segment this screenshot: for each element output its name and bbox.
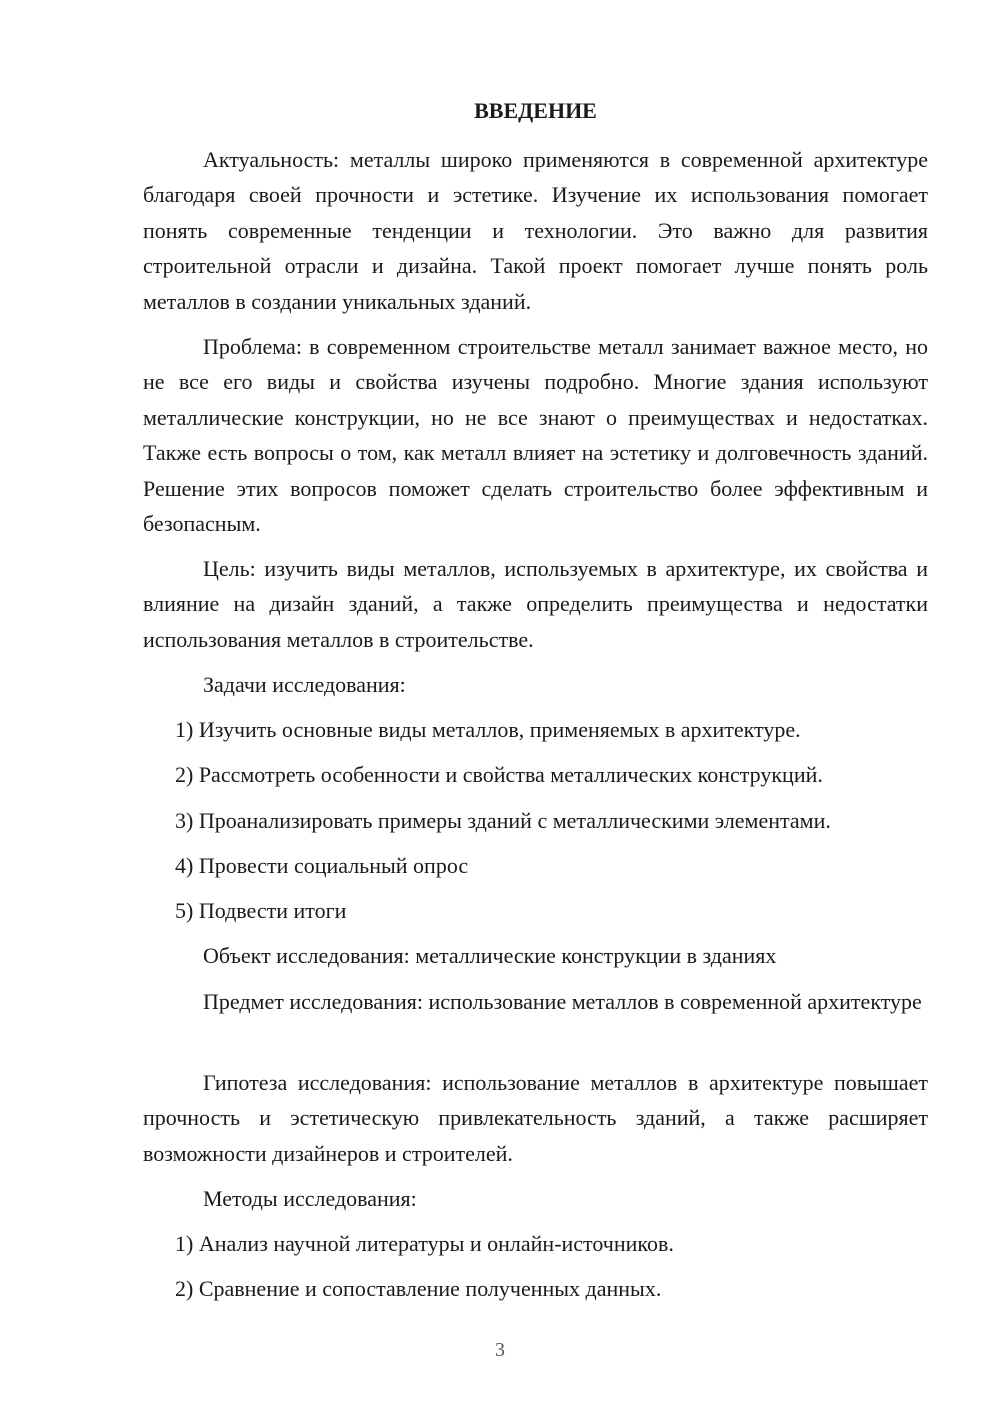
hypothesis-paragraph: Гипотеза исследования: использование металлов в архитектуре повышает прочность и эстетическую привлекательность зданий, а также расширяет возможности дизайнеров и строителей. <box>143 1070 928 1166</box>
task-item-5: 5) Подвести итоги <box>175 898 347 923</box>
task-item-3: 3) Проанализировать примеры зданий с металлическими элементами. <box>175 808 831 833</box>
task-item-1: 1) Изучить основные виды металлов, применяемых в архитектуре. <box>175 717 801 742</box>
page-title: ВВЕДЕНИЕ <box>474 98 597 123</box>
methods-label: Методы исследования: <box>203 1186 417 1211</box>
task-item-2: 2) Рассмотреть особенности и свойства металлических конструкций. <box>175 762 823 787</box>
object-line: Объект исследования: металлические конструкции в зданиях <box>203 943 777 968</box>
method-item-1: 1) Анализ научной литературы и онлайн-источников. <box>175 1231 674 1256</box>
page-number: 3 <box>495 1339 505 1361</box>
task-item-4: 4) Провести социальный опрос <box>175 853 469 878</box>
method-item-2: 2) Сравнение и сопоставление полученных данных. <box>175 1276 662 1301</box>
problem-paragraph: Проблема: в современном строительстве металл занимает важное место, но не все его виды и свойства изучены подробно. Многие здания используют металлические конструкции, но не все знают о преимуществах и недостатках. Также есть вопросы о том, как металл влияет на эстетику и долговечность зданий. Решение этих вопросов поможет сделать строительство более эффективным и безопасным. <box>143 334 928 537</box>
tasks-label: Задачи исследования: <box>203 672 406 697</box>
subject-paragraph: Предмет исследования: использование металлов в современной архитектуре <box>203 989 922 1014</box>
relevance-paragraph: Актуальность: металлы широко применяются в современной архитектуре благодаря своей прочности и эстетике. Изучение их использования помогает понять современные тенденции и технологии. Это важно для развития строительной отрасли и дизайна. Такой проект помогает лучше понять роль металлов в создании уникальных зданий. <box>143 147 928 314</box>
goal-paragraph: Цель: изучить виды металлов, используемых в архитектуре, их свойства и влияние на дизайн зданий, а также определить преимущества и недостатки использования металлов в строительстве. <box>143 556 928 652</box>
